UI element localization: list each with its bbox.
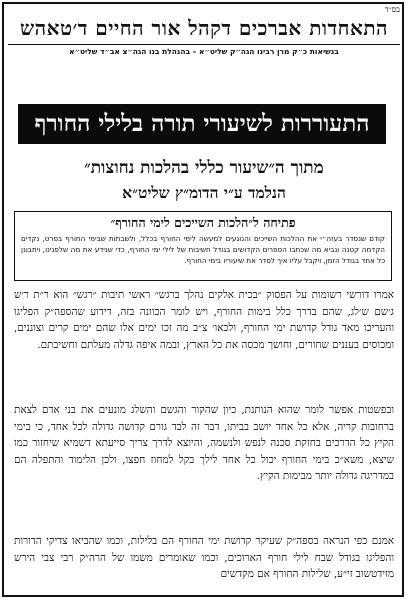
paragraph-text: אמרו דורשי רשומות על הפסוק ״בכית אלקים נהלך ברגש״ ראשי תיבות ״רגש״ הוא ר״ת ר׳ש ג׳שם ש׳לג, שהם בדרך כלל בימות החורף, ויש לומר הכוונה בזה, דידוע שהספה״ק הפליגו והעריכו מאד גודל קדושת ימי החורף, ולכאו׳ צ״ב מה זכו ימים אלו שהם ימים קרים וצוננים, ומכוסים בעננים שחורים, וחושך מכסה את כל הארץ, ובמה איפה גדלה מעלתם וחשיבתם. [14,289,394,351]
organization-title: התאחדות אברכים דקהל אור החיים ד׳טאהש [19,16,389,40]
header-divider [8,44,400,45]
bsd-mark: בס״ד [384,5,400,14]
subtitle-lecturer: הנלמד ע״י הדומ״ץ שליט״א [122,183,286,202]
paragraph-text: אמנם כפי הנראה בספה״ק שעיקר קדושת ימי החורף הם בלילות, וכמו שהביאו צדיקי הדורות והפליגו בגודל שבח לילי חורף הארוכים, וכמו שאומרים משמו של הרה״ק רבי צבי הירש מזידטשוב זי״ע, שלילות החורף אם מקדשים [14,535,394,581]
paragraph-text: ובפשטות אפשר לומר שהוא הנותנת, כיון שהקור והגשם והשלג מונעים את בני אדם לצאת ברחובות קריה, אלא כל אחד יושב בביתו, דבר זה לבד גורם קדושה גדולה לכל אחד, כי בימי הקיץ כל הדרכים בחזקת סכנה לנפש ולנשמה, והיוצא לדרך צריך סייעתא דשמיא שיחזור כמו שיצא, משא״כ בימי החורף יכול כל אחד לילך בקל למחוז חפצו, ולכן הלימוד והתפלה הם במדריגה גדולה יותר מבימות הקיץ. [14,404,394,483]
intro-title: פתיחה ל״הלכות השייכים לימי החורף״ [110,215,296,230]
body-paragraph-1 [14,287,394,353]
organization-subtitle: בנשיאות כ״ק מרן רבינו הגה״ק שליט״א – בהנהלת בנו הגה״צ אב״ד שליט״א [69,47,339,56]
intro-text: קודם שנסדר בעזה״י את ההלכות השייכים והנוגעים למעשה לימי החורף בכלל, ולשבתות שבימי החורף בפרט, נקדים הקדמה קטנה ונביא מה שכתבו הספרים הקדושים בגודל חשיבות של לילי ימי החורף, כדי שנידע את מה שלפנינו, ויתבונן כל אחד בגודל הזמן, ויקבל עליו איך לסדר את שיעוריו בימי החורף. [21,234,385,265]
main-banner-title: התעוררות לשיעורי תורה בלילי החורף [18,104,386,144]
subtitle-shiur: מתוך ה״שיעור כללי בהלכות נחוצות״ [84,158,324,178]
body-paragraph-3 [14,533,394,583]
body-paragraph-2 [14,402,394,485]
intro-box [14,211,392,281]
